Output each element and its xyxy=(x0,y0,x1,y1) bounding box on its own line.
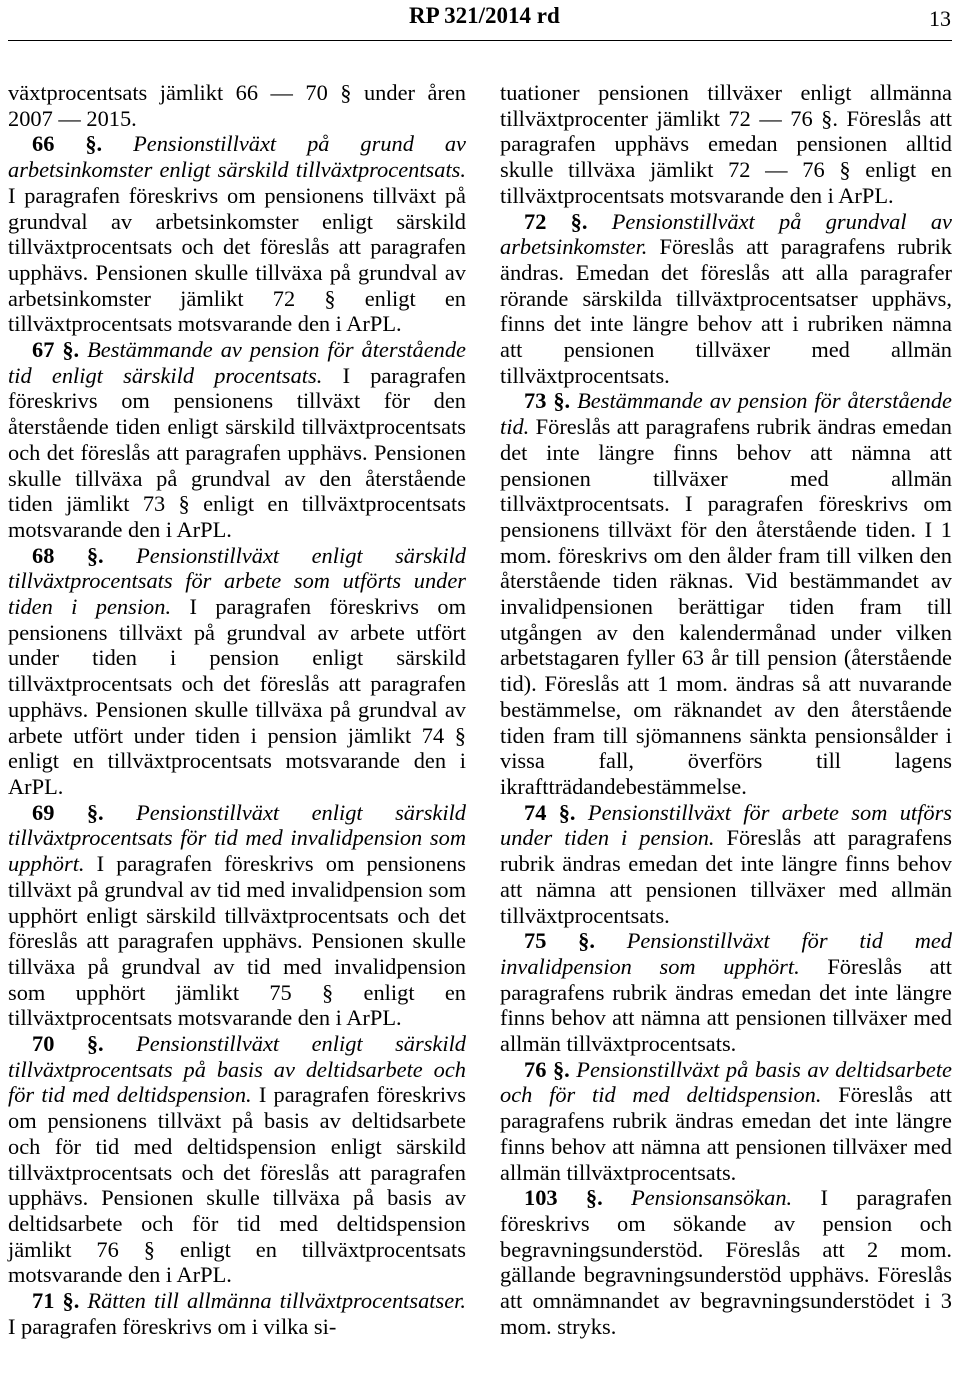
left-column xyxy=(8,80,466,1339)
section-body: I paragrafen föreskrivs om pensionens tillväxt för den återstående tiden enligt särskild tillväxtprocentsats och det föreslås att paragrafen upphävs. Pensionen skulle tillväxa på grundval av den återstående tiden jämlikt 73 § enligt en tillväxtprocentsats motsvarande den i ArPL. xyxy=(8,362,466,542)
section-number: 70 §. xyxy=(32,1031,104,1057)
section-heading: Bestämmande av pension för återstående tid. xyxy=(500,388,952,440)
section-73 xyxy=(500,388,952,799)
header-divider xyxy=(8,40,952,41)
section-heading: Pensionstillväxt för tid med invalidpension som upphört. xyxy=(500,928,953,979)
section-body: Föreslås att paragrafens rubrik ändras emedan det inte längre finns behov att nämna att pensionen tillväxer med allmän tillväxtprocentsats. xyxy=(500,825,952,928)
section-number: 67 §. xyxy=(32,337,80,363)
section-body: I paragrafen föreskrivs om pensionens tillväxt på grundval av arbete utfört under tiden i pension enligt särskild tillväxtprocentsats och det föreslås att paragrafen upphävs. Pensionen skulle tillväxa på grundval av arbete utfört under tiden i pension jämlikt 74 § enligt en tillväxtprocentsats motsvarande den i ArPL. xyxy=(8,594,466,799)
section-heading: Pensionstillväxt enligt särskild tillväxtprocentsats för tid med invalidpension som upphört. xyxy=(8,799,466,877)
section-body: Föreslås att paragrafens rubrik ändras emedan det inte längre finns behov att nämna att pensionen tillväxer med allmän tillväxtprocentsats. xyxy=(500,1082,952,1185)
section-body: I paragrafen föreskrivs om pensionens tillväxt på grundval av tid med invalidpension som upphört enligt särskild tillväxtprocentsats och det föreslås att paragrafen upphävs. Pensionen skulle tillväxa på grundval av tid med invalidpension som upphört jämlikt 75 § enligt en tillväxtprocentsats motsvarande den i ArPL. xyxy=(8,851,466,1031)
section-heading: Pensionstillväxt enligt särskild tillväxtprocentsats på basis av deltidsarbete och för tid med deltidspension. xyxy=(8,1031,466,1108)
section-heading: Pensionstillväxt på grund av arbetsinkomster enligt särskild tillväxtprocentsats. xyxy=(8,131,466,183)
section-68 xyxy=(8,543,466,800)
section-number: 71 §. xyxy=(32,1288,80,1314)
section-body: Föreslås att paragrafens rubrik ändras emedan det inte längre finns behov att nämna att pensionen tillväxer med allmän tillväxtprocentsats. xyxy=(500,953,952,1057)
section-103 xyxy=(500,1185,952,1339)
section-number: 76 §. xyxy=(524,1056,570,1082)
section-heading: Pensionstillväxt på grundval av arbetsinkomster. xyxy=(500,208,952,260)
section-number: 74 §. xyxy=(524,799,576,825)
section-76 xyxy=(500,1057,952,1186)
section-number: 68 §. xyxy=(32,542,104,568)
section-body: I paragrafen föreskrivs om pensionens tillväxt på grundval av arbetsinkomster enligt särskild tillväxtprocentsats och det föreslås att paragrafen upphävs. Pensionen skulle tillväxa på grundval av arbetsinkomster jämlikt 72 § enligt en tillväxtprocentsats motsvarande den i ArPL. xyxy=(8,182,466,337)
right-column xyxy=(500,80,952,1339)
section-number: 66 §. xyxy=(32,131,103,157)
section-number: 73 §. xyxy=(524,388,571,414)
section-69 xyxy=(8,800,466,1031)
section-66 xyxy=(8,131,466,337)
section-heading: Pensionstillväxt för arbete som utförs under tiden i pension. xyxy=(500,799,953,851)
section-number: 103 §. xyxy=(524,1185,603,1211)
section-heading: Pensionstillväxt på basis av deltidsarbete och för tid med deltidspension. xyxy=(500,1056,952,1108)
page-number: 13 xyxy=(929,6,951,31)
paragraph-continuation: växtprocentsats jämlikt 66 — 70 § under åren 2007 — 2015. xyxy=(8,80,466,131)
section-body: Föreslås att paragrafens rubrik ändras. Emedan det föreslås att alla paragrafer rörande särskilda tillväxtprocentsatser upphävs, finns det inte längre behov att i rubriken nämna att pensionen tillväxer med allmän tillväxtprocentsats. xyxy=(500,234,952,388)
section-number: 72 §. xyxy=(524,208,588,234)
section-body: I paragrafen föreskrivs om pensionens tillväxt på basis av deltidsarbete och för tid med deltidspension enligt särskild tillväxtprocentsats och det föreslås att paragrafen upphävs. Pensionen skulle tillväxa på basis av deltidsarbete och för tid med deltidspension jämlikt 76 § enligt en tillväxtprocentsats motsvarande den i ArPL. xyxy=(8,1082,466,1288)
section-heading: Pensionsansökan. xyxy=(631,1185,793,1211)
section-74 xyxy=(500,800,952,929)
section-70 xyxy=(8,1031,466,1288)
section-number: 75 §. xyxy=(524,928,595,954)
section-heading: Rätten till allmänna tillväxtprocentsatser. xyxy=(87,1288,466,1314)
section-body: Föreslås att paragrafens rubrik ändras emedan det inte längre finns behov att nämna att pensionen tillväxer med allmän tillväxtprocentsats. I paragrafen föreskrivs om pensionens tillväxt för den återstående tiden. I 1 mom. föreskrivs om den ålder fram till vilken den återstående tiden räknas. Vid bestämmandet av invalidpensionen berättigar tiden fram till utgången av den kalendermånad under vilken arbetstagaren fyller 63 år till pension (återstående tid). Föreslås att 1 mom. ändras så att nuvarande bestämmelse, om räknandet av den återstående tiden fram till sjömannens sänkta pensionsålder i vissa fall, överförs till lagens ikraftträdandebestämmelse. xyxy=(500,414,952,799)
section-body: I paragrafen föreskrivs om sökande av pension och begravningsunderstöd. Föreslås att 2 mom. gällande begravningsunderstöd upphävs. Föreslås att omnämnandet av begravningsunderstödet i 3 mom. stryks. xyxy=(500,1185,952,1339)
section-heading: Bestämmande av pension för återstående tid enligt särskild procentsats. xyxy=(8,337,466,388)
section-heading: Pensionstillväxt enligt särskild tillväxtprocentsats för arbete som utförts under tiden i pension. xyxy=(8,542,466,620)
page-header xyxy=(0,0,960,48)
section-75 xyxy=(500,928,952,1057)
paragraph-continuation: tuationer pensionen tillväxer enligt allmänna tillväxtprocenter jämlikt 72 — 76 §. Föreslås att paragrafen upphävs emedan pensionen alltid skulle tillväxa jämlikt 72 — 76 § enligt en tillväxtprocentsats motsvarande den i ArPL. xyxy=(500,80,952,208)
section-number: 69 §. xyxy=(32,799,104,825)
section-72 xyxy=(500,209,952,389)
section-67 xyxy=(8,337,466,543)
section-71 xyxy=(8,1288,466,1339)
document-title: RP 321/2014 rd xyxy=(409,3,560,28)
section-body: I paragrafen föreskrivs om i vilka si- xyxy=(8,1313,337,1339)
